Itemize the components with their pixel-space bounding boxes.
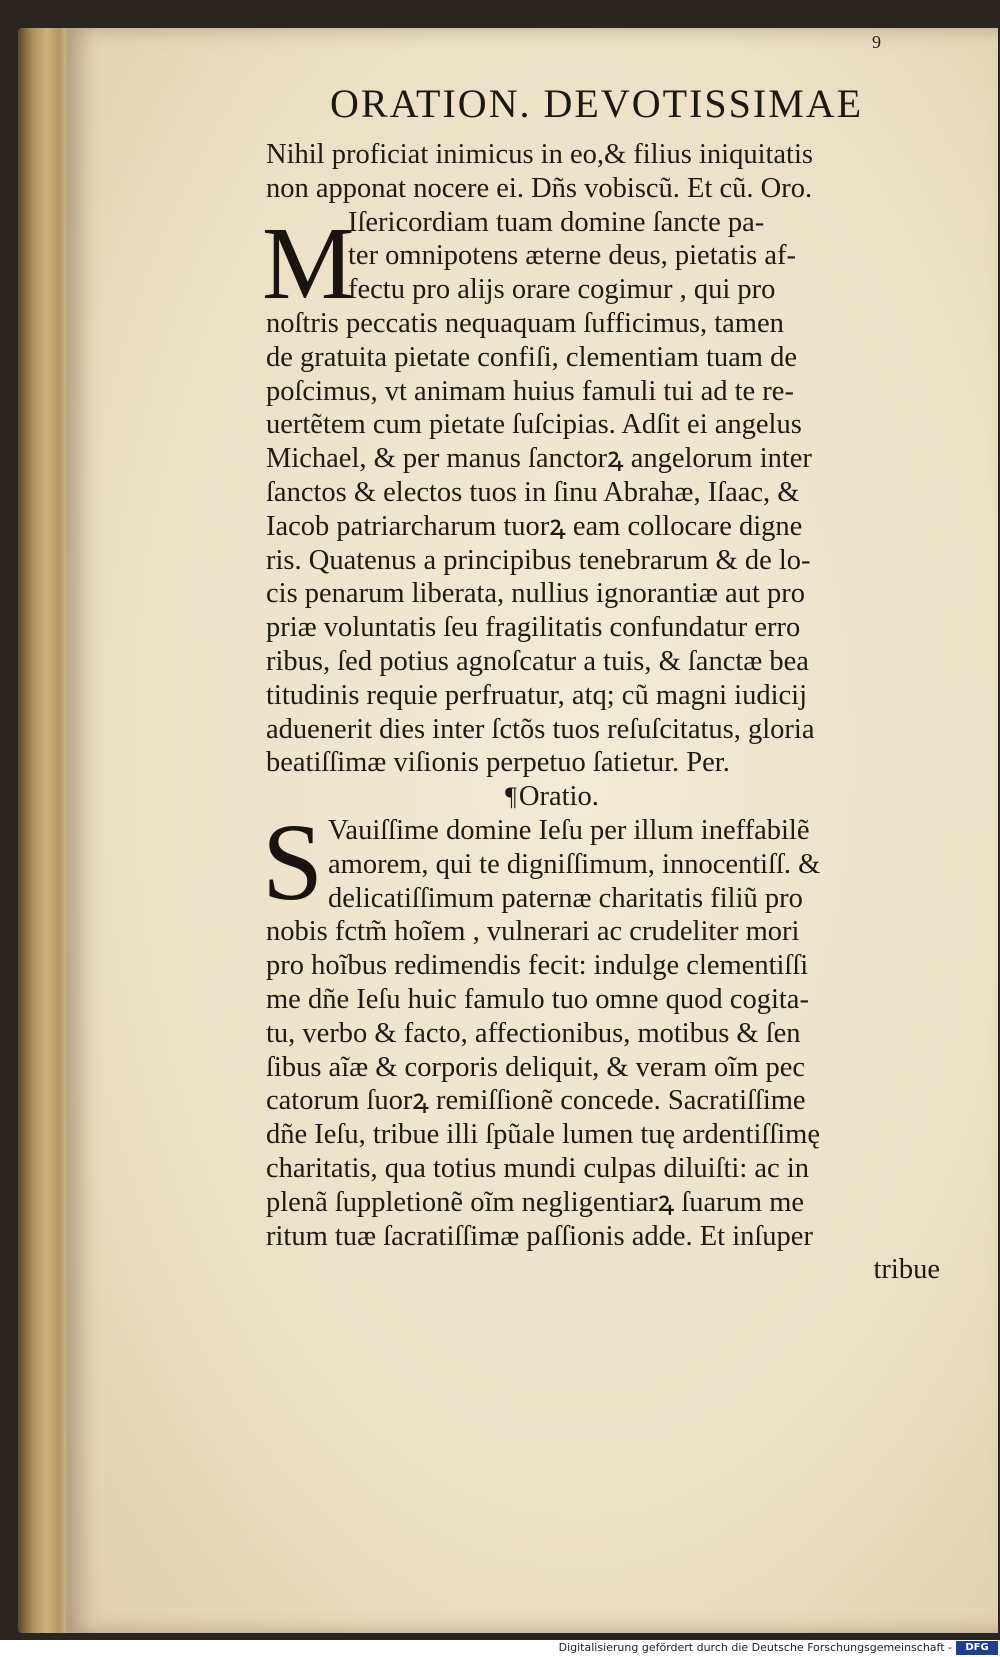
intro-lines (266, 138, 948, 206)
prayer-suauissime (266, 814, 948, 1253)
section-heading-label: Oratio. (518, 781, 599, 813)
text-line: tu, verbo & facto, affectionibus, motibus & ſen (266, 1017, 801, 1049)
text-line: ſanctos & electos tuos in ſinu Abrahæ, Iſaac, & (266, 476, 800, 508)
text-line: uertẽtem cum pietate ſuſcipias. Adſit ei angelus (266, 409, 802, 441)
text-line: beatiſſimæ viſionis perpetuo ſatietur. Per. (266, 747, 730, 779)
text-line: fectu pro alijs orare cogimur , qui pro (348, 274, 776, 306)
initial-letter-s: S (262, 801, 324, 923)
digitization-footer (0, 1640, 1000, 1657)
text-line: charitatis, qua totius mundi culpas diluiſti: ac in (266, 1152, 809, 1184)
prayer-misericordiam (266, 206, 948, 781)
folio-mark: 9 (872, 32, 881, 52)
text-line: aduenerit dies inter ſctõs tuos reſuſcitatus, gloria (266, 713, 815, 745)
text-line: catorum ſuorꝝ remiſſionẽ concede. Sacratiſſime (266, 1085, 806, 1117)
text-line: nobis fctm̃ hoĩem , vulnerari ac crudeliter mori (266, 916, 800, 948)
funding-credit: Digitalisierung gefördert durch die Deutsche Forschungsgemeinschaft - (558, 1641, 952, 1654)
catchword: tribue (873, 1254, 940, 1286)
text-line: Iſericordiam tuam domine ſancte pa- (348, 206, 765, 238)
text-line: Michael, & per manus ſanctorꝝ angelorum inter (266, 443, 812, 475)
text-line: me dñe Ieſu huic famulo tuo omne quod cogita- (266, 983, 809, 1015)
text-line: dñe Ieſu, tribue illi ſpũale lumen tuę ardentiſſimę (266, 1119, 820, 1151)
text-line: Iacob patriarcharum tuorꝝ eam collocare digne (266, 510, 803, 542)
text-block (266, 138, 948, 1287)
dfg-logo: DFG (956, 1641, 998, 1655)
text-line: Nihil proficiat inimicus in eo,& filius iniquitatis (266, 139, 813, 170)
running-head: ORATION. DEVOTISSIMAE (330, 81, 864, 126)
text-line: ter omnipotens æterne deus, pietatis af- (348, 240, 796, 272)
text-line: delicatiſſimum paternæ charitatis filiũ pro (328, 882, 803, 914)
text-line: ris. Quatenus a principibus tenebrarum & de lo- (266, 544, 811, 576)
text-line: ſibus aĩæ & corporis deliquit, & veram oĩm pec (266, 1051, 806, 1083)
text-line: de gratuita pietate confiſi, clementiam tuam de (266, 341, 797, 373)
paragraph-mark-icon: ¶ (505, 782, 517, 812)
text-line: ritum tuæ ſacratiſſimæ paſſionis adde. Et inſuper (266, 1220, 813, 1252)
text-line: priæ voluntatis ſeu fragilitatis confundatur erro (266, 612, 801, 644)
book-fore-edge (18, 28, 70, 1633)
text-line: poſcimus, vt animam huius famuli tui ad te re- (266, 375, 794, 407)
initial-letter-m: M (262, 206, 355, 321)
text-line: non apponat nocere ei. Dñs vobiscũ. Et cũ. Oro. (266, 172, 813, 204)
text-line: plenã ſuppletionẽ oĩm negligentiarꝝ ſuarum me (266, 1186, 805, 1218)
section-heading-oratio (266, 780, 948, 814)
text-line: noſtris peccatis nequaquam ſufficimus, tamen (266, 307, 784, 339)
text-line: pro hoĩbus redimendis fecit: indulge clementiſſi (266, 950, 809, 982)
text-line: cis penarum liberata, nullius ignorantiæ aut pro (266, 578, 805, 610)
text-line: titudinis requie perfruatur, atq; cũ magni iudicij (266, 679, 807, 711)
text-line: ribus, ſed potius agnoſcatur a tuis, & ſanctæ bea (266, 645, 809, 677)
text-line: Vauiſſime domine Ieſu per illum ineffabilẽ (328, 814, 810, 846)
text-line: amorem, qui te digniſſimum, innocentiſſ. & (328, 848, 821, 880)
